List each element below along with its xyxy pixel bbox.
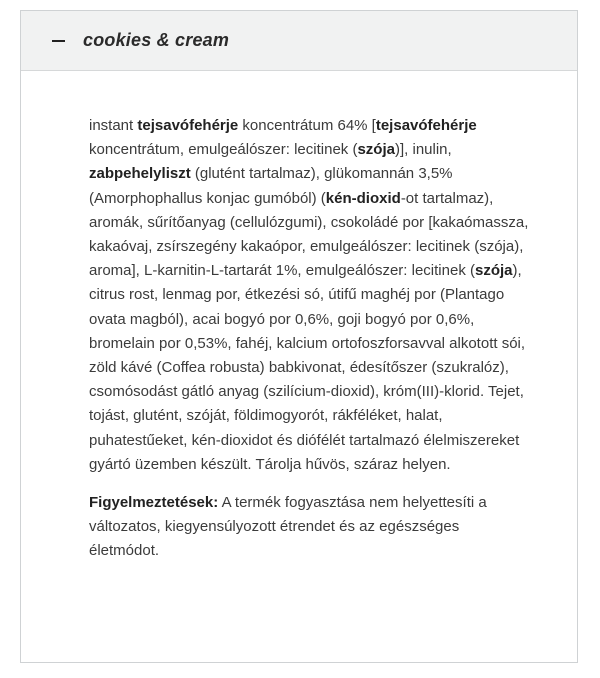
product-variant-accordion bbox=[20, 10, 578, 663]
ingredient-text: ), citrus rost, lenmag por, étkezési só, útifű maghéj por (Plantago ovata magból), acai bogyó por 0,6%, goji bogyó por 0,6%, bromelain por 0,53%, fahéj, kalcium ortofoszforsavval alkotott sói, zöld kávé (Coffea robusta) babkivonat, édesítőszer (szukralóz), csomósodást gátló anyag (szilícium-dioxid), króm(III)-klorid. Tejet, tojást, glutént, szóját, földimogyorót, rákféléket, halat, puhatestűeket, kén-dioxidot és diófélét tartalmazó élelmiszereket gyártó üzemben készült. Tárolja hűvös, száraz helyen. bbox=[89, 262, 526, 473]
ingredient-text: instant bbox=[89, 117, 138, 134]
warning-body: A termék fogyasztása nem helyettesíti a változatos, kiegyensúlyozott étrendet és az egészséges életmódot. bbox=[89, 494, 487, 560]
allergen-highlight: szója bbox=[475, 262, 513, 280]
allergen-highlight: szója bbox=[357, 141, 395, 159]
minus-icon[interactable] bbox=[52, 40, 65, 42]
allergen-highlight: kén-dioxid bbox=[325, 189, 401, 207]
allergen-highlight: tejsavófehérje bbox=[137, 117, 239, 134]
ingredient-text: -ot tartalmaz), aromák, sűrítőanyag (cellulózgumi), csokoládé por [kakaómassza, kakaóvaj, zsírszegény kakaópor, emulgeálószer: lecitinek (szója), aroma], L-karnitin-L-tartarát 1%, emulgeálószer: lecitinek ( bbox=[89, 189, 529, 280]
accordion-title: cookies & cream bbox=[83, 30, 230, 50]
allergen-highlight: zabpehelyliszt bbox=[89, 165, 191, 183]
allergen-highlight: tejsavófehérje bbox=[375, 117, 477, 134]
accordion-body bbox=[21, 71, 577, 564]
ingredients-text bbox=[89, 114, 529, 477]
accordion-header[interactable] bbox=[21, 11, 577, 71]
warning-label: Figyelmeztetések: bbox=[89, 494, 219, 512]
ingredient-text: koncentrátum, emulgeálószer: lecitinek ( bbox=[89, 141, 358, 159]
ingredient-text: koncentrátum 64% [ bbox=[238, 117, 376, 134]
ingredient-text: (glutént tartalmaz), glükomannán 3,5% (Amorphophallus konjac gumóból) ( bbox=[89, 165, 453, 207]
warning-text bbox=[89, 491, 529, 564]
ingredient-text: )], inulin, bbox=[394, 141, 452, 159]
